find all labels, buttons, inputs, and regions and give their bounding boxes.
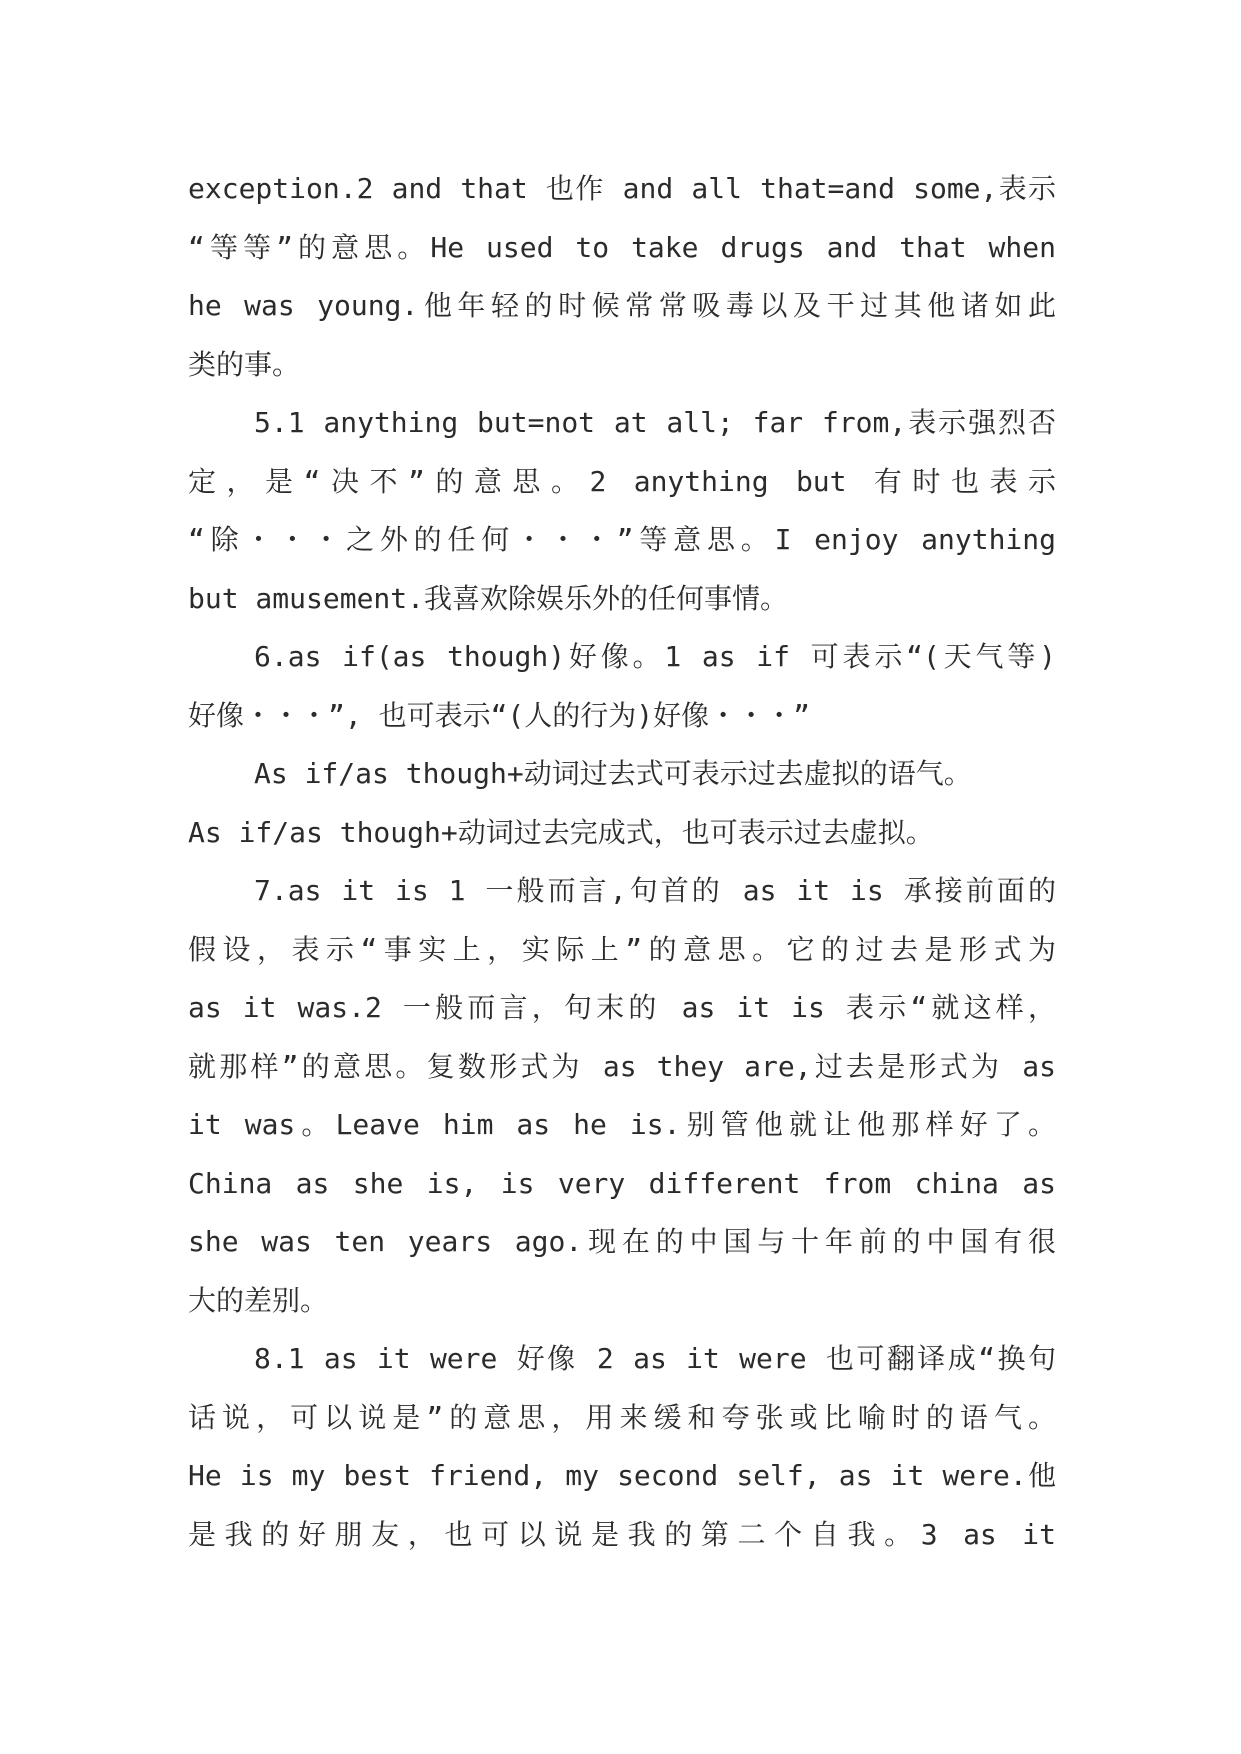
paragraph-8 [188, 1330, 1056, 1564]
text-line: 是我的好朋友，也可以说是我的第二个自我。3 as it [188, 1517, 1056, 1551]
text-line: 大的差别。 [188, 1283, 329, 1317]
text-line: “除・・・之外的任何・・・”等意思。I enjoy anything [188, 523, 1056, 556]
paragraph-5 [188, 394, 1056, 628]
text-line: 6.as if(as though)好像。1 as if 可表示“(天气等) [254, 640, 1056, 673]
text-line: 话说，可以说是”的意思，用来缓和夸张或比喻时的语气。 [188, 1400, 1056, 1434]
paragraph-6-note [188, 745, 1056, 862]
text-line: it was。Leave him as he is.别管他就让他那样好了。 [188, 1108, 1056, 1141]
text-line: 就那样”的意思。复数形式为 as they are,过去是形式为 as [188, 1049, 1056, 1083]
text-line: he was young.他年轻的时候常常吸毒以及干过其他诸如此 [188, 289, 1056, 322]
text-line: exception.2 and that 也作 and all that=and some,表示 [188, 172, 1056, 205]
text-line: He is my best friend, my second self, as it were.他 [188, 1459, 1056, 1492]
text-line: 好像・・・”, 也可表示“(人的行为)好像・・・” [188, 698, 811, 732]
document-body [188, 160, 1056, 1564]
text-line: as it was.2 一般而言，句末的 as it is 表示“就这样， [188, 991, 1056, 1024]
text-line: China as she is, is very different from china as [188, 1166, 1056, 1200]
paragraph-6 [188, 628, 1056, 745]
text-line: but amusement.我喜欢除娱乐外的任何事情。 [188, 581, 789, 615]
paragraph-4-continuation [188, 160, 1056, 394]
text-line: “等等”的意思。He used to take drugs and that when [188, 230, 1056, 264]
text-line: 8.1 as it were 好像 2 as it were 也可翻译成“换句 [254, 1342, 1056, 1375]
text-line: 7.as it is 1 一般而言,句首的 as it is 承接前面的 [254, 874, 1056, 907]
text-line: 假设，表示“事实上，实际上”的意思。它的过去是形式为 [188, 932, 1056, 966]
text-line: As if/as though+动词过去式可表示过去虚拟的语气。 [254, 757, 972, 790]
text-line: As if/as though+动词过去完成式，也可表示过去虚拟。 [188, 815, 934, 849]
text-line: 5.1 anything but=not at all; far from,表示强烈否 [254, 406, 1056, 439]
text-line: she was ten years ago.现在的中国与十年前的中国有很 [188, 1225, 1056, 1258]
text-line: 定，是“决不”的意思。2 anything but 有时也表示 [188, 464, 1056, 498]
paragraph-7 [188, 862, 1056, 1330]
text-line: 类的事。 [188, 347, 301, 381]
